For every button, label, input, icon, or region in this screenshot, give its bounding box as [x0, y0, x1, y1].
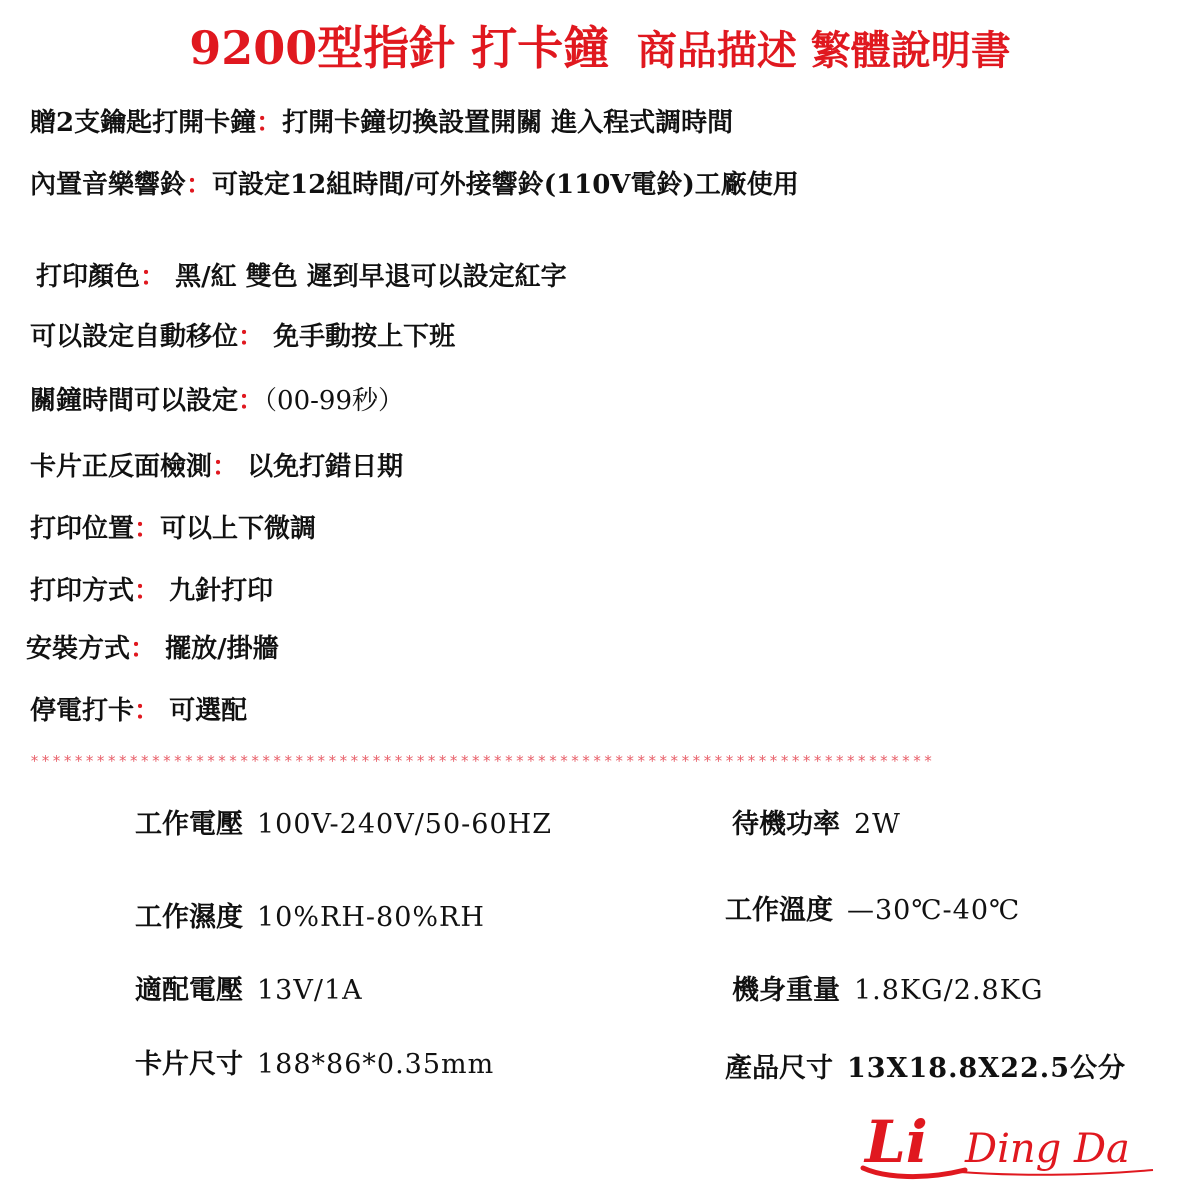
feature-colon: ： [134, 576, 161, 606]
feature-value: （00-99秒） [264, 386, 404, 416]
spec-value: 13X18.8X22.5公分 [847, 1053, 1126, 1084]
spec-value: 13V/1A [257, 975, 363, 1006]
feature-label: 打印顏色 [36, 262, 141, 292]
feature-row [30, 512, 316, 546]
spec-label: 工作溫度 [725, 895, 833, 926]
spec-value: 10%RH-80%RH [257, 902, 485, 933]
spec-label: 工作濕度 [135, 902, 243, 933]
spec-label: 適配電壓 [135, 975, 243, 1006]
feature-colon: ： [134, 514, 161, 544]
feature-value: 可選配 [160, 696, 248, 726]
brand-logo [855, 1110, 1165, 1185]
spec-row [725, 1046, 1126, 1085]
feature-colon: ： [186, 170, 213, 200]
feature-row [30, 168, 799, 202]
feature-colon: ： [212, 452, 239, 482]
feature-value: 打開卡鐘切換設置開關 進入程式調時間 [282, 108, 734, 138]
feature-label: 打印方式 [30, 576, 135, 606]
feature-label: 關鐘時間可以設定 [30, 386, 239, 416]
feature-colon: ： [238, 322, 265, 352]
feature-row [30, 320, 455, 354]
feature-row [26, 632, 279, 666]
spec-row [725, 888, 1020, 927]
spec-label: 卡片尺寸 [135, 1049, 243, 1080]
feature-label: 停電打卡 [30, 696, 135, 726]
feature-value: 免手動按上下班 [264, 322, 456, 352]
spec-row [135, 968, 363, 1007]
spec-label: 機身重量 [732, 975, 840, 1006]
feature-label: 打印位置 [30, 514, 135, 544]
spec-value: 100V-240V/50-60HZ [257, 809, 552, 840]
feature-value: 可設定12組時間/可外接響鈴(110V電鈴)工廠使用 [212, 170, 799, 200]
title-description: 商品描述 繁體說明書 [636, 27, 1011, 74]
logo-dingda-text: Ding Da [965, 1126, 1130, 1172]
feature-row [36, 260, 567, 294]
feature-label: 安裝方式 [26, 634, 131, 664]
feature-colon: ： [130, 634, 157, 664]
feature-value: 擺放/掛牆 [156, 634, 279, 664]
logo-li-text: Li [865, 1110, 928, 1176]
spec-row [135, 895, 485, 934]
spec-row [732, 968, 1043, 1007]
feature-value: 以免打錯日期 [238, 452, 404, 482]
spec-value: —30℃-40℃ [847, 895, 1021, 926]
feature-label: 卡片正反面檢測 [30, 452, 213, 482]
spec-label: 工作電壓 [135, 809, 243, 840]
star-divider: ********************************************************************************** [30, 752, 935, 770]
page-title [0, 12, 1200, 78]
feature-value: 黑/紅 雙色 遲到早退可以設定紅字 [166, 262, 567, 292]
feature-label: 內置音樂響鈴 [30, 170, 187, 200]
spec-label: 待機功率 [732, 809, 840, 840]
spec-row [135, 1042, 494, 1081]
feature-row [30, 384, 404, 418]
spec-value: 188*86*0.35mm [257, 1049, 495, 1080]
spec-row [135, 802, 552, 841]
feature-colon: ： [140, 262, 167, 292]
feature-value: 可以上下微調 [160, 514, 317, 544]
feature-colon: ： [256, 108, 283, 138]
spec-value: 1.8KG/2.8KG [854, 975, 1044, 1006]
feature-row [30, 574, 273, 608]
spec-row [732, 802, 901, 841]
feature-label: 贈2支鑰匙打開卡鐘 [30, 108, 257, 138]
feature-label: 可以設定自動移位 [30, 322, 239, 352]
feature-colon: ： [134, 696, 161, 726]
feature-row [30, 450, 403, 484]
feature-value: 九針打印 [160, 576, 274, 606]
title-model: 9200型指針 打卡鐘 [189, 21, 610, 75]
spec-value: 2W [854, 809, 901, 840]
feature-row [30, 694, 247, 728]
feature-row [30, 106, 733, 140]
feature-colon: ： [238, 386, 265, 416]
spec-label: 產品尺寸 [725, 1053, 833, 1084]
